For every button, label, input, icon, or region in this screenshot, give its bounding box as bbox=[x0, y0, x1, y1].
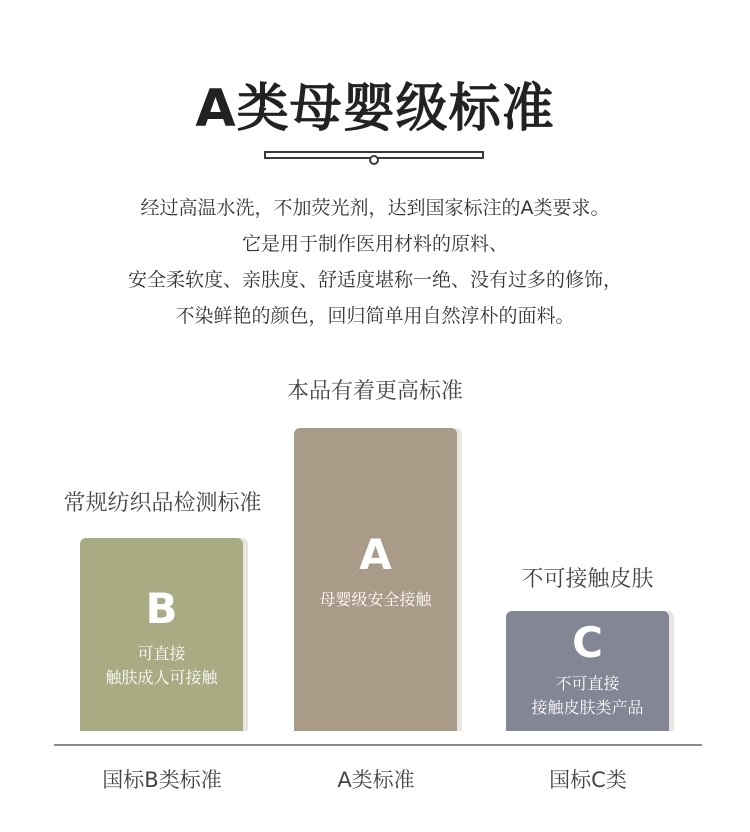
bar-a-letter: A bbox=[359, 530, 392, 579]
category-label: 国标B类标准 bbox=[102, 768, 222, 792]
divider-dot-icon bbox=[369, 155, 379, 165]
intro-line: 它是用于制作医用材料的原料、 bbox=[241, 233, 508, 255]
intro-line: 经过高温水洗，不加荧光剂，达到国家标注的A类要求。 bbox=[140, 197, 610, 219]
bar-c-desc-line: 不可直接 bbox=[555, 674, 620, 693]
bar-b-desc-line: 触肤成人可接触 bbox=[105, 668, 218, 687]
bar-a-top-label: 本品有着更高标准 bbox=[286, 379, 463, 404]
category-label: A类标准 bbox=[337, 768, 415, 792]
intro-line: 安全柔软度、亲肤度、舒适度堪称一绝、没有过多的修饰， bbox=[127, 269, 622, 291]
bar-c bbox=[506, 611, 669, 731]
bar-a bbox=[294, 428, 457, 731]
intro-line: 不染鲜艳的颜色，回归简单用自然淳朴的面料。 bbox=[175, 305, 575, 327]
bar-b-desc-line: 可直接 bbox=[137, 644, 186, 663]
bar-b-top-label: 常规纺织品检测标准 bbox=[63, 491, 262, 516]
category-label: 国标C类 bbox=[549, 768, 627, 792]
bar-c-top-label: 不可接触皮肤 bbox=[521, 567, 654, 592]
page-title: A类母婴级标准 bbox=[195, 79, 555, 139]
bar-b-letter: B bbox=[145, 584, 178, 633]
bar-b bbox=[80, 538, 243, 731]
bar-a-desc-line: 母婴级安全接触 bbox=[319, 590, 432, 609]
chart-baseline bbox=[54, 744, 702, 746]
intro-text bbox=[0, 190, 750, 334]
bar-c-desc-line: 接触皮肤类产品 bbox=[531, 698, 644, 717]
bar-c-letter: C bbox=[572, 618, 603, 667]
